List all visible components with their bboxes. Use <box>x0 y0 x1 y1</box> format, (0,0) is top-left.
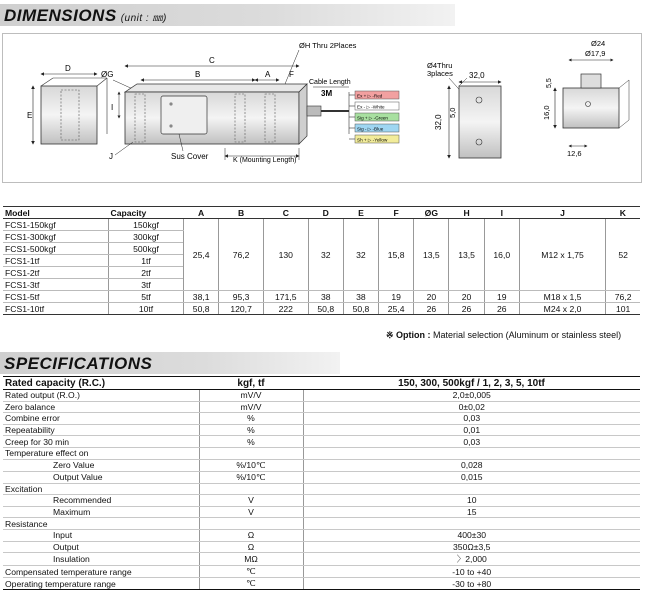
label-B: B <box>195 70 201 79</box>
spec-value: 〉2,000 <box>303 553 640 566</box>
spec-header-cell: 150, 300, 500kgf / 1, 2, 3, 5, 10tf <box>303 377 640 390</box>
label-D: D <box>65 64 71 73</box>
dim-value-cell: 13,5 <box>414 219 449 291</box>
label-places3: 3places <box>427 69 453 78</box>
table-row <box>3 483 640 495</box>
dim-value-cell: 38,1 <box>184 291 219 303</box>
dim-value-cell: 171,5 <box>263 291 308 303</box>
dim-value-cell: 50,8 <box>308 303 343 315</box>
label-5: 5,0 <box>448 107 457 118</box>
spec-label: Combine error <box>3 413 199 425</box>
dim-value-cell: 50,8 <box>184 303 219 315</box>
spec-header-cell: kgf, tf <box>199 377 303 390</box>
label-d179: Ø17,9 <box>585 49 606 58</box>
wire-legend <box>349 91 399 143</box>
spec-value: 0±0,02 <box>303 401 640 413</box>
table-row <box>3 541 640 553</box>
spec-unit: %/10℃ <box>199 471 303 483</box>
option-note-prefix: ※ Option : <box>386 330 431 340</box>
spec-value: 0,03 <box>303 413 640 425</box>
dim-value-cell: 19 <box>379 291 414 303</box>
spec-label: Creep for 30 min <box>3 436 199 448</box>
label-J: J <box>109 152 113 161</box>
capacity-cell: 5tf <box>108 291 183 303</box>
specifications-title: SPECIFICATIONS <box>4 354 153 373</box>
dim-header-cell: F <box>379 207 414 219</box>
dimensions-unit: (unit : ㎜) <box>120 13 167 24</box>
spec-unit: % <box>199 424 303 436</box>
dim-header-cell: ØG <box>414 207 449 219</box>
spec-unit: ℃ <box>199 566 303 578</box>
label-32-side: 32,0 <box>434 114 443 130</box>
end-view <box>27 64 107 144</box>
dimension-table-header <box>3 207 640 219</box>
model-cell: FCS1-1tf <box>3 255 108 267</box>
spec-label: Maximum <box>3 506 199 518</box>
spec-label: Rated output (R.O.) <box>3 390 199 402</box>
spec-unit: % <box>199 436 303 448</box>
specification-table-header <box>3 377 640 390</box>
spec-label: Resistance <box>3 518 199 530</box>
option-note <box>386 330 621 341</box>
table-row <box>3 553 640 566</box>
dim-header-cell: E <box>343 207 378 219</box>
spec-unit: V <box>199 506 303 518</box>
model-cell: FCS1-2tf <box>3 267 108 279</box>
spec-label: Operating temperature range <box>3 578 199 590</box>
label-55: 5,5 <box>546 78 553 88</box>
spec-unit <box>199 447 303 459</box>
top-view <box>427 61 501 158</box>
model-cell: FCS1-300kgf <box>3 231 108 243</box>
dim-value-cell: 20 <box>449 291 484 303</box>
dim-value-cell: 25,4 <box>184 219 219 291</box>
dim-header-cell: A <box>184 207 219 219</box>
spec-unit: mV/V <box>199 401 303 413</box>
model-cell: FCS1-5tf <box>3 291 108 303</box>
dimension-table <box>3 206 640 315</box>
model-cell: FCS1-150kgf <box>3 219 108 231</box>
table-row <box>3 390 640 402</box>
spec-value: -30 to +80 <box>303 578 640 590</box>
table-row <box>3 424 640 436</box>
label-sus-cover: Sus Cover <box>171 152 209 161</box>
table-row <box>3 578 640 590</box>
spec-label: Repeatability <box>3 424 199 436</box>
wire-label: Ex + ▷ -Red <box>357 93 383 99</box>
spec-unit: V <box>199 495 303 507</box>
specification-table <box>3 376 640 590</box>
wire-label: Sig - ▷ -Blue <box>357 126 384 132</box>
dim-value-cell: 50,8 <box>343 303 378 315</box>
capacity-cell: 150kgf <box>108 219 183 231</box>
table-row <box>3 506 640 518</box>
label-K: K (Mounting Length) <box>233 157 297 164</box>
table-row <box>3 471 640 483</box>
label-126: 12,6 <box>567 149 582 158</box>
label-E: E <box>27 111 33 120</box>
dim-value-cell: 95,3 <box>219 291 264 303</box>
dim-value-cell: M12 x 1,75 <box>519 219 605 291</box>
spec-value <box>303 447 640 459</box>
table-row <box>3 566 640 578</box>
table-row <box>3 303 640 315</box>
spec-unit: %/10℃ <box>199 459 303 471</box>
capacity-cell: 1tf <box>108 255 183 267</box>
wire-label: Ex - ▷ -White <box>357 104 385 110</box>
dim-value-cell: 120,7 <box>219 303 264 315</box>
dim-value-cell: 26 <box>449 303 484 315</box>
table-row <box>3 219 640 231</box>
dim-value-cell: 20 <box>414 291 449 303</box>
dim-value-cell: 76,2 <box>606 291 640 303</box>
label-thru4: Ø4Thru <box>427 61 453 70</box>
label-I: I <box>111 103 114 112</box>
label-cable-length: Cable Length <box>309 79 351 86</box>
spec-value: 400±30 <box>303 529 640 541</box>
dim-header-cell: H <box>449 207 484 219</box>
dim-value-cell: 76,2 <box>219 219 264 291</box>
dim-value-cell: 19 <box>484 291 519 303</box>
fixture-view <box>542 39 629 158</box>
spec-unit: Ω <box>199 541 303 553</box>
table-row <box>3 529 640 541</box>
dim-value-cell: 38 <box>308 291 343 303</box>
dim-value-cell: 101 <box>606 303 640 315</box>
dim-value-cell: M24 x 2,0 <box>519 303 605 315</box>
dim-header-cell: B <box>219 207 264 219</box>
spec-label: Compensated temperature range <box>3 566 199 578</box>
dimension-drawing <box>2 33 642 183</box>
dim-value-cell: 38 <box>343 291 378 303</box>
dim-value-cell: 16,0 <box>484 219 519 291</box>
drawing-svg <box>3 34 643 184</box>
spec-label: Insulation <box>3 553 199 566</box>
label-16: 16,0 <box>542 105 551 120</box>
spec-value: 10 <box>303 495 640 507</box>
label-A: A <box>265 70 271 79</box>
table-row <box>3 436 640 448</box>
spec-label: Output <box>3 541 199 553</box>
spec-label: Excitation <box>3 483 199 495</box>
spec-value <box>303 518 640 530</box>
label-H: ØH Thru 2Places <box>299 41 357 50</box>
spec-value: 0,028 <box>303 459 640 471</box>
dim-value-cell: 15,8 <box>379 219 414 291</box>
side-view <box>101 41 357 164</box>
label-d24: Ø24 <box>591 39 606 48</box>
spec-value: 2,0±0,005 <box>303 390 640 402</box>
dim-header-cell: Capacity <box>108 207 183 219</box>
dim-value-cell: 26 <box>414 303 449 315</box>
spec-value: 0,03 <box>303 436 640 448</box>
spec-label: Zero balance <box>3 401 199 413</box>
table-row <box>3 291 640 303</box>
dim-value-cell: 32 <box>343 219 378 291</box>
dimensions-title <box>4 6 167 26</box>
capacity-cell: 500kgf <box>108 243 183 255</box>
spec-label: Recommended <box>3 495 199 507</box>
spec-label: Zero Value <box>3 459 199 471</box>
wire-label: Sh + ▷ -Yellow <box>357 137 388 143</box>
dim-value-cell: 52 <box>606 219 640 291</box>
dim-header-cell: K <box>606 207 640 219</box>
table-row <box>3 459 640 471</box>
capacity-cell: 300kgf <box>108 231 183 243</box>
spec-unit <box>199 483 303 495</box>
spec-unit: Ω <box>199 529 303 541</box>
label-32-top: 32,0 <box>469 71 485 80</box>
spec-label: Temperature effect on <box>3 447 199 459</box>
spec-unit: MΩ <box>199 553 303 566</box>
wire-label: Sig + ▷ -Green <box>357 115 388 121</box>
dim-header-cell: C <box>263 207 308 219</box>
label-3m: 3M <box>321 89 333 98</box>
dim-value-cell: 26 <box>484 303 519 315</box>
dim-header-cell: D <box>308 207 343 219</box>
spec-value: 0,015 <box>303 471 640 483</box>
dim-value-cell: 130 <box>263 219 308 291</box>
spec-value <box>303 483 640 495</box>
spec-unit <box>199 518 303 530</box>
model-cell: FCS1-500kgf <box>3 243 108 255</box>
dimensions-title-text: DIMENSIONS <box>4 6 117 25</box>
label-C: C <box>209 56 215 65</box>
capacity-cell: 3tf <box>108 279 183 291</box>
spec-value: -10 to +40 <box>303 566 640 578</box>
dim-value-cell: 25,4 <box>379 303 414 315</box>
dim-value-cell: M18 x 1,5 <box>519 291 605 303</box>
table-row <box>3 401 640 413</box>
capacity-cell: 2tf <box>108 267 183 279</box>
dim-value-cell: 13,5 <box>449 219 484 291</box>
spec-label: Input <box>3 529 199 541</box>
label-F: F <box>289 70 294 79</box>
label-G: ØG <box>101 70 114 79</box>
spec-unit: % <box>199 413 303 425</box>
dim-value-cell: 32 <box>308 219 343 291</box>
spec-unit: ℃ <box>199 578 303 590</box>
table-row <box>3 447 640 459</box>
dim-header-cell: J <box>519 207 605 219</box>
spec-value: 0,01 <box>303 424 640 436</box>
spec-value: 350Ω±3,5 <box>303 541 640 553</box>
spec-value: 15 <box>303 506 640 518</box>
table-row <box>3 518 640 530</box>
dim-header-cell: Model <box>3 207 108 219</box>
dim-value-cell: 222 <box>263 303 308 315</box>
table-row <box>3 413 640 425</box>
spec-unit: mV/V <box>199 390 303 402</box>
capacity-cell: 10tf <box>108 303 183 315</box>
table-row <box>3 495 640 507</box>
spec-header-cell: Rated capacity (R.C.) <box>3 377 199 390</box>
model-cell: FCS1-10tf <box>3 303 108 315</box>
spec-label: Output Value <box>3 471 199 483</box>
option-note-text: Material selection (Aluminum or stainless steel) <box>433 330 622 340</box>
dim-header-cell: I <box>484 207 519 219</box>
model-cell: FCS1-3tf <box>3 279 108 291</box>
